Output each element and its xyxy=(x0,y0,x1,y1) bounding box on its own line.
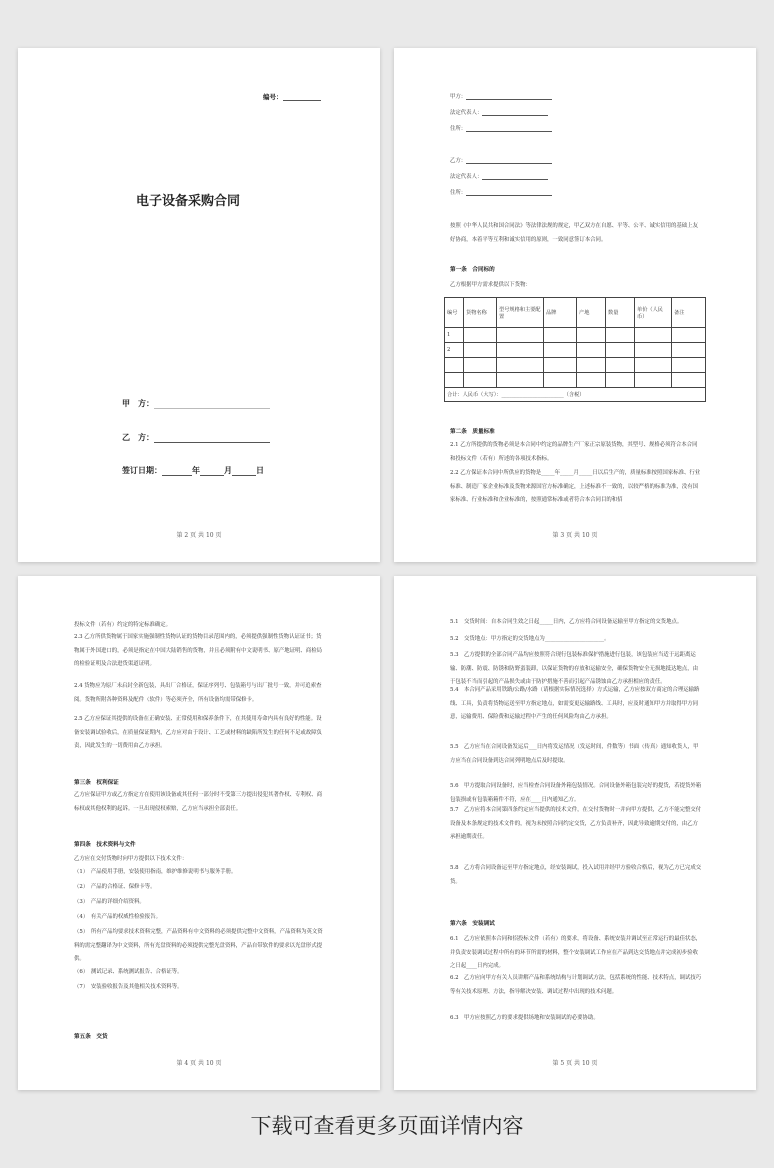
goods-table xyxy=(444,297,706,402)
list-item: （3） 产品的详细介绍资料。 xyxy=(74,899,145,905)
header-cell: 编号 xyxy=(445,298,464,328)
clause-paragraph: 6.1 乙方应依照本合同和招投标文件（若有）的要求，将设备、系统安装并调试至正常运行的最佳状态，并负责安装调试过程中所有的环节所需的材料，整个安装调试工作应在产品到达交货地点并完成初步验收之日起____日内完成。 xyxy=(450,936,702,970)
article-5-heading: 第五条 交货 xyxy=(74,1034,108,1040)
number-label: 编号： xyxy=(263,93,283,101)
contract-title: 电子设备采购合同 xyxy=(136,194,241,209)
page-footer: 第 2 页 共 10 页 xyxy=(176,532,222,539)
party-a-label: 甲 方： xyxy=(122,399,154,408)
article-1-text: 乙方根据甲方需求提供以下货物： xyxy=(450,282,531,288)
document-page-5 xyxy=(394,576,756,1090)
day-label: 日 xyxy=(256,466,264,475)
list-item: （1） 产品使用手册，安装使用指南，维护维修说明书与服务手册。 xyxy=(74,869,237,875)
clause-paragraph: 5.6 甲方提取合同设备时，应当检查合同设备外箱包装情况。合同设备外箱包装完好的提货，若提货外箱包装损或有包装箱箱件不符，应在____日内通知乙方。 xyxy=(450,783,702,803)
clause-2-3: 2.3 乙方所供货物属于国家实施强制性货物认证的货物目录范围内的，必须提供强制性货物认证证书；货物属于外国进口的，必须是指定在中国大陆销售的货物，并且必须附有中文说明书、原产地证明、商检局的检验证明及合法进货渠道证明。 xyxy=(74,634,322,668)
list-item: （7） 安装验收报告及其他相关技术资料等。 xyxy=(74,984,183,990)
list-item: （4） 有关产品的权威性检验报告。 xyxy=(74,914,161,920)
clause-paragraph: 5.1 交货时间：自本合同生效之日起_____日内，乙方应将合同设备运输至甲方指定的交货地点。 xyxy=(450,619,683,625)
clause-paragraph: 5.3 乙方提供的全部合同产品均应按照符合现行包装标准保护措施进行包装，该包装应当适于远距离运输、防潮、防震、防锈和防野蛮装卸，以保证货物的存放和运输安全，确保货物安全无损地抵达地点，由于包装不当而引起的产品损失或由于防护措施不善而引起产品锈蚀由乙方承担相应的责任。 xyxy=(450,652,698,686)
party-field xyxy=(450,92,552,100)
table-row xyxy=(445,358,706,373)
header-cell: 数量 xyxy=(606,298,635,328)
page-footer: 第 3 页 共 10 页 xyxy=(552,532,598,539)
party-b-label: 乙 方： xyxy=(122,433,154,442)
list-item: （2） 产品的合格证、保修卡等。 xyxy=(74,884,156,890)
row-number xyxy=(445,373,464,388)
party-field xyxy=(450,108,548,116)
article-2-paragraph-2: 2.2 乙方保证本合同中所供应的货物是_____年_____月_____日以后生产的，质量标准按照国家标准、行业标准、制造厂家企业标准及货物来源国官方标准确定，上述标准不一致的，以较严格的标准为准，没有国家标准、行业标准和企业标准的，按照通常标准或者符合本合同目的和招 xyxy=(450,470,701,504)
table-row xyxy=(445,328,706,343)
party-field xyxy=(450,188,552,196)
list-item: （5） 所有产品均要求技术资料完整，产品资料有中文资料的必须提供完整中文资料，产品资料为英文资料的需完整翻译为中文资料，所有光盘资料的必须提供完整光盘资料，产品自带软件的要求以光盘形式提供。 xyxy=(74,929,323,963)
party-field-label: 甲方： xyxy=(450,94,467,100)
clause-paragraph: 5.5 乙方应当在合同设备发运后___日内将发运情况（发运时间，件数等）书面（传真）通知收货人，甲方应当在合同设备到达合同列明地点后及时提取。 xyxy=(450,744,699,764)
party-field-label: 乙方： xyxy=(450,158,467,164)
article-3-text: 乙方应保证甲方或乙方指定方在使用该设备或其任何一部分时不受第三方提出侵犯其著作权、专利权、商标权或其他权利的起诉。一旦出现侵权索赔，乙方应当承担全部责任。 xyxy=(74,792,322,812)
article-6-heading: 第六条 安装调试 xyxy=(450,921,495,927)
article-2-paragraph-1: 2.1 乙方所提供的货物必须是本合同中约定的品牌生产厂家正宗原装货物，其型号、规格必须符合本合同和投标文件（若有）所述的各项技术指标。 xyxy=(450,442,698,462)
goods-table-header xyxy=(445,298,706,328)
party-b-line xyxy=(122,432,270,443)
month-label: 月 xyxy=(224,466,232,475)
clause-2-5: 2.5 乙方应保证其提供的设备在正确安装、正常使用和保养条件下，在其使用寿命内具有良好的性能。设备安装调试验收后，在质量保证期内，乙方应对由于设计、工艺或材料的缺陷所发生的任何不足或故障负责，因此发生的一切费用由乙方承担。 xyxy=(74,716,322,750)
list-item: （6） 测试记录、系统测试报告、合格证等。 xyxy=(74,969,183,975)
party-a-line xyxy=(122,398,270,409)
article-4-heading: 第四条 技术资料与文件 xyxy=(74,842,136,848)
article-1-heading: 第一条 合同标的 xyxy=(450,267,495,273)
clause-paragraph: 6.3 甲方应按照乙方的要求提供场地和安装调试的必要协助。 xyxy=(450,1015,599,1021)
sign-date-label: 签订日期： xyxy=(122,466,162,475)
clause-paragraph: 5.2 交货地点：甲方指定的交货地点为______________________。 xyxy=(450,636,610,642)
clause-paragraph: 5.4 本合同产品采用铁路/公路/水路（请根据实际情况选择）方式运输，乙方应按双方商定的合理运输路线、工具，负责将货物运送至甲方指定地点，如需变更运输路线、工具时，应及时通知甲方并取得甲方同意，运输费用、保险费和运输过程中产生的任何风险均由乙方承担。 xyxy=(450,687,700,721)
clause-paragraph: 6.2 乙方应向甲方有关人员讲解产品和系统结构与计划调试方法，包括系统的性能、技术特点，调试技巧等有关技术原理、方法，指导解决安装、调试过程中出现的技术问题。 xyxy=(450,975,702,995)
table-row xyxy=(445,373,706,388)
party-field-label: 法定代表人： xyxy=(450,174,483,180)
row-number: 2 xyxy=(445,343,464,358)
document-page-cover xyxy=(18,48,380,562)
party-field-label: 法定代表人： xyxy=(450,110,483,116)
party-field-label: 住所： xyxy=(450,190,467,196)
page-footer: 第 4 页 共 10 页 xyxy=(176,1060,222,1067)
party-field xyxy=(450,124,552,132)
article-2-heading: 第二条 质量标准 xyxy=(450,429,495,435)
header-cell: 货物名称 xyxy=(464,298,497,328)
page-footer: 第 5 页 共 10 页 xyxy=(552,1060,598,1067)
party-field-label: 住所： xyxy=(450,126,467,132)
sign-date-line xyxy=(122,465,264,476)
header-cell: 单价（人民币） xyxy=(635,298,672,328)
article-4-text: 乙方应在交付货物时向甲方提供以下技术文件： xyxy=(74,856,188,862)
table-total: 合计：人民币（大写）：________________________（含税） xyxy=(445,388,706,402)
continued-text: 投标文件（若有）约定的特定标准确定。 xyxy=(74,622,172,628)
article-3-heading: 第三条 权利保证 xyxy=(74,780,119,786)
year-label: 年 xyxy=(192,466,200,475)
table-row xyxy=(445,343,706,358)
header-cell: 型号规格和主要配置 xyxy=(497,298,544,328)
party-field xyxy=(450,156,552,164)
document-page-4 xyxy=(18,576,380,1090)
header-cell: 品牌 xyxy=(544,298,577,328)
party-field xyxy=(450,172,548,180)
clause-paragraph: 5.8 乙方将合同设备运至甲方指定地点，经安装调试，投入试用并经甲方验收合格后，视为乙方已完成交货。 xyxy=(450,865,702,885)
document-page-parties xyxy=(394,48,756,562)
clause-2-4: 2.4 货物应为原厂未启封全新包装，具出厂合格证，保证序列号、包装箱号与出厂批号一致，并可追索查阅。货物所附各种资料及配件（软件）等必须齐全，所有设备均需带保修卡。 xyxy=(74,683,322,703)
download-caption: 下载可查看更多页面详情内容 xyxy=(250,1114,524,1138)
table-total-row xyxy=(445,388,706,402)
contract-number xyxy=(263,92,321,101)
intro-paragraph: 按照《中华人民共和国合同法》等法律法规的规定，甲乙双方在自愿、平等、公平、诚实信用的基础上友好协商，本着平等互利和诚实信用的原则，一致同意签订本合同。 xyxy=(450,223,698,243)
row-number: 1 xyxy=(445,328,464,343)
clause-paragraph: 5.7 乙方应将本合同第四条约定应当提供的技术文件，在交付货物时一并向甲方提供，乙方不能完整交付设备及本条规定的技术文件的，视为未按照合同约定交货，乙方负责补齐，因此导致逾期交付的，由乙方承担逾期责任。 xyxy=(450,807,702,841)
header-cell: 产地 xyxy=(577,298,606,328)
row-number xyxy=(445,358,464,373)
header-cell: 备注 xyxy=(672,298,706,328)
